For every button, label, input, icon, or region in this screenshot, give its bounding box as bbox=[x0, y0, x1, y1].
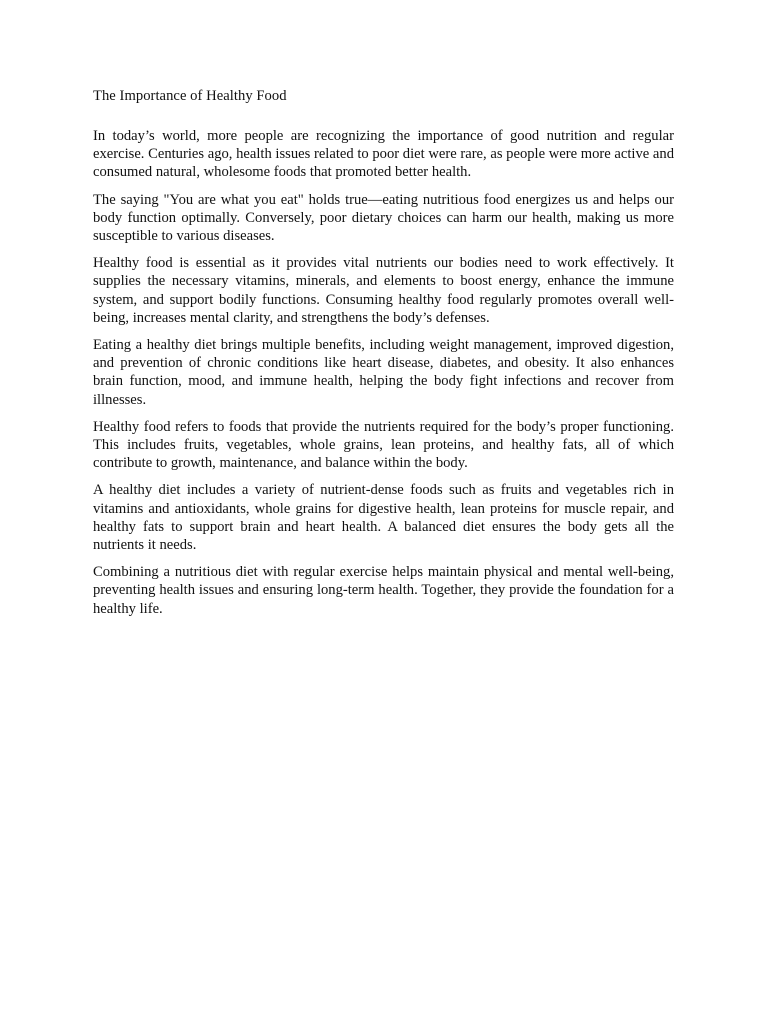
paragraph-essential-nutrients: Healthy food is essential as it provides vital nutrients our bodies need to work effectively. It supplies the necessary vitamins, minerals, and elements to boost energy, enhance the immune system, and support bodily functions. Consuming healthy food regularly promotes overall well-being, increases mental clarity, and strengthens the body’s defenses. bbox=[93, 255, 674, 326]
document-page bbox=[93, 86, 674, 627]
paragraph-definition: Healthy food refers to foods that provide the nutrients required for the body’s proper functioning. This includes fruits, vegetables, whole grains, lean proteins, and healthy fats, all of which contribute to growth, maintenance, and balance within the body. bbox=[93, 418, 674, 472]
document-title: The Importance of Healthy Food bbox=[93, 88, 287, 104]
paragraph-you-are-what-you-eat: The saying "You are what you eat" holds true—eating nutritious food energizes us and helps our body function optimally. Conversely, poor dietary choices can harm our health, making us more susceptible to various diseases. bbox=[93, 191, 674, 245]
paragraph-conclusion: Combining a nutritious diet with regular exercise helps maintain physical and mental well-being, preventing health issues and ensuring long-term health. Together, they provide the foundation for a healthy life. bbox=[93, 564, 674, 617]
paragraph-balanced-diet: A healthy diet includes a variety of nutrient-dense foods such as fruits and vegetables rich in vitamins and antioxidants, whole grains for digestive health, lean proteins for muscle repair, and healthy fats to support brain and heart health. A balanced diet ensures the body gets all the nutrients it needs. bbox=[93, 482, 674, 554]
paragraph-benefits: Eating a healthy diet brings multiple benefits, including weight management, improved digestion, and prevention of chronic conditions like heart disease, diabetes, and obesity. It also enhances brain function, mood, and immune health, helping the body fight infections and recover from illnesses. bbox=[93, 337, 674, 408]
paragraph-intro: In today’s world, more people are recognizing the importance of good nutrition and regular exercise. Centuries ago, health issues related to poor diet were rare, as people were more active and consumed natural, wholesome foods that promoted better health. bbox=[93, 128, 674, 181]
